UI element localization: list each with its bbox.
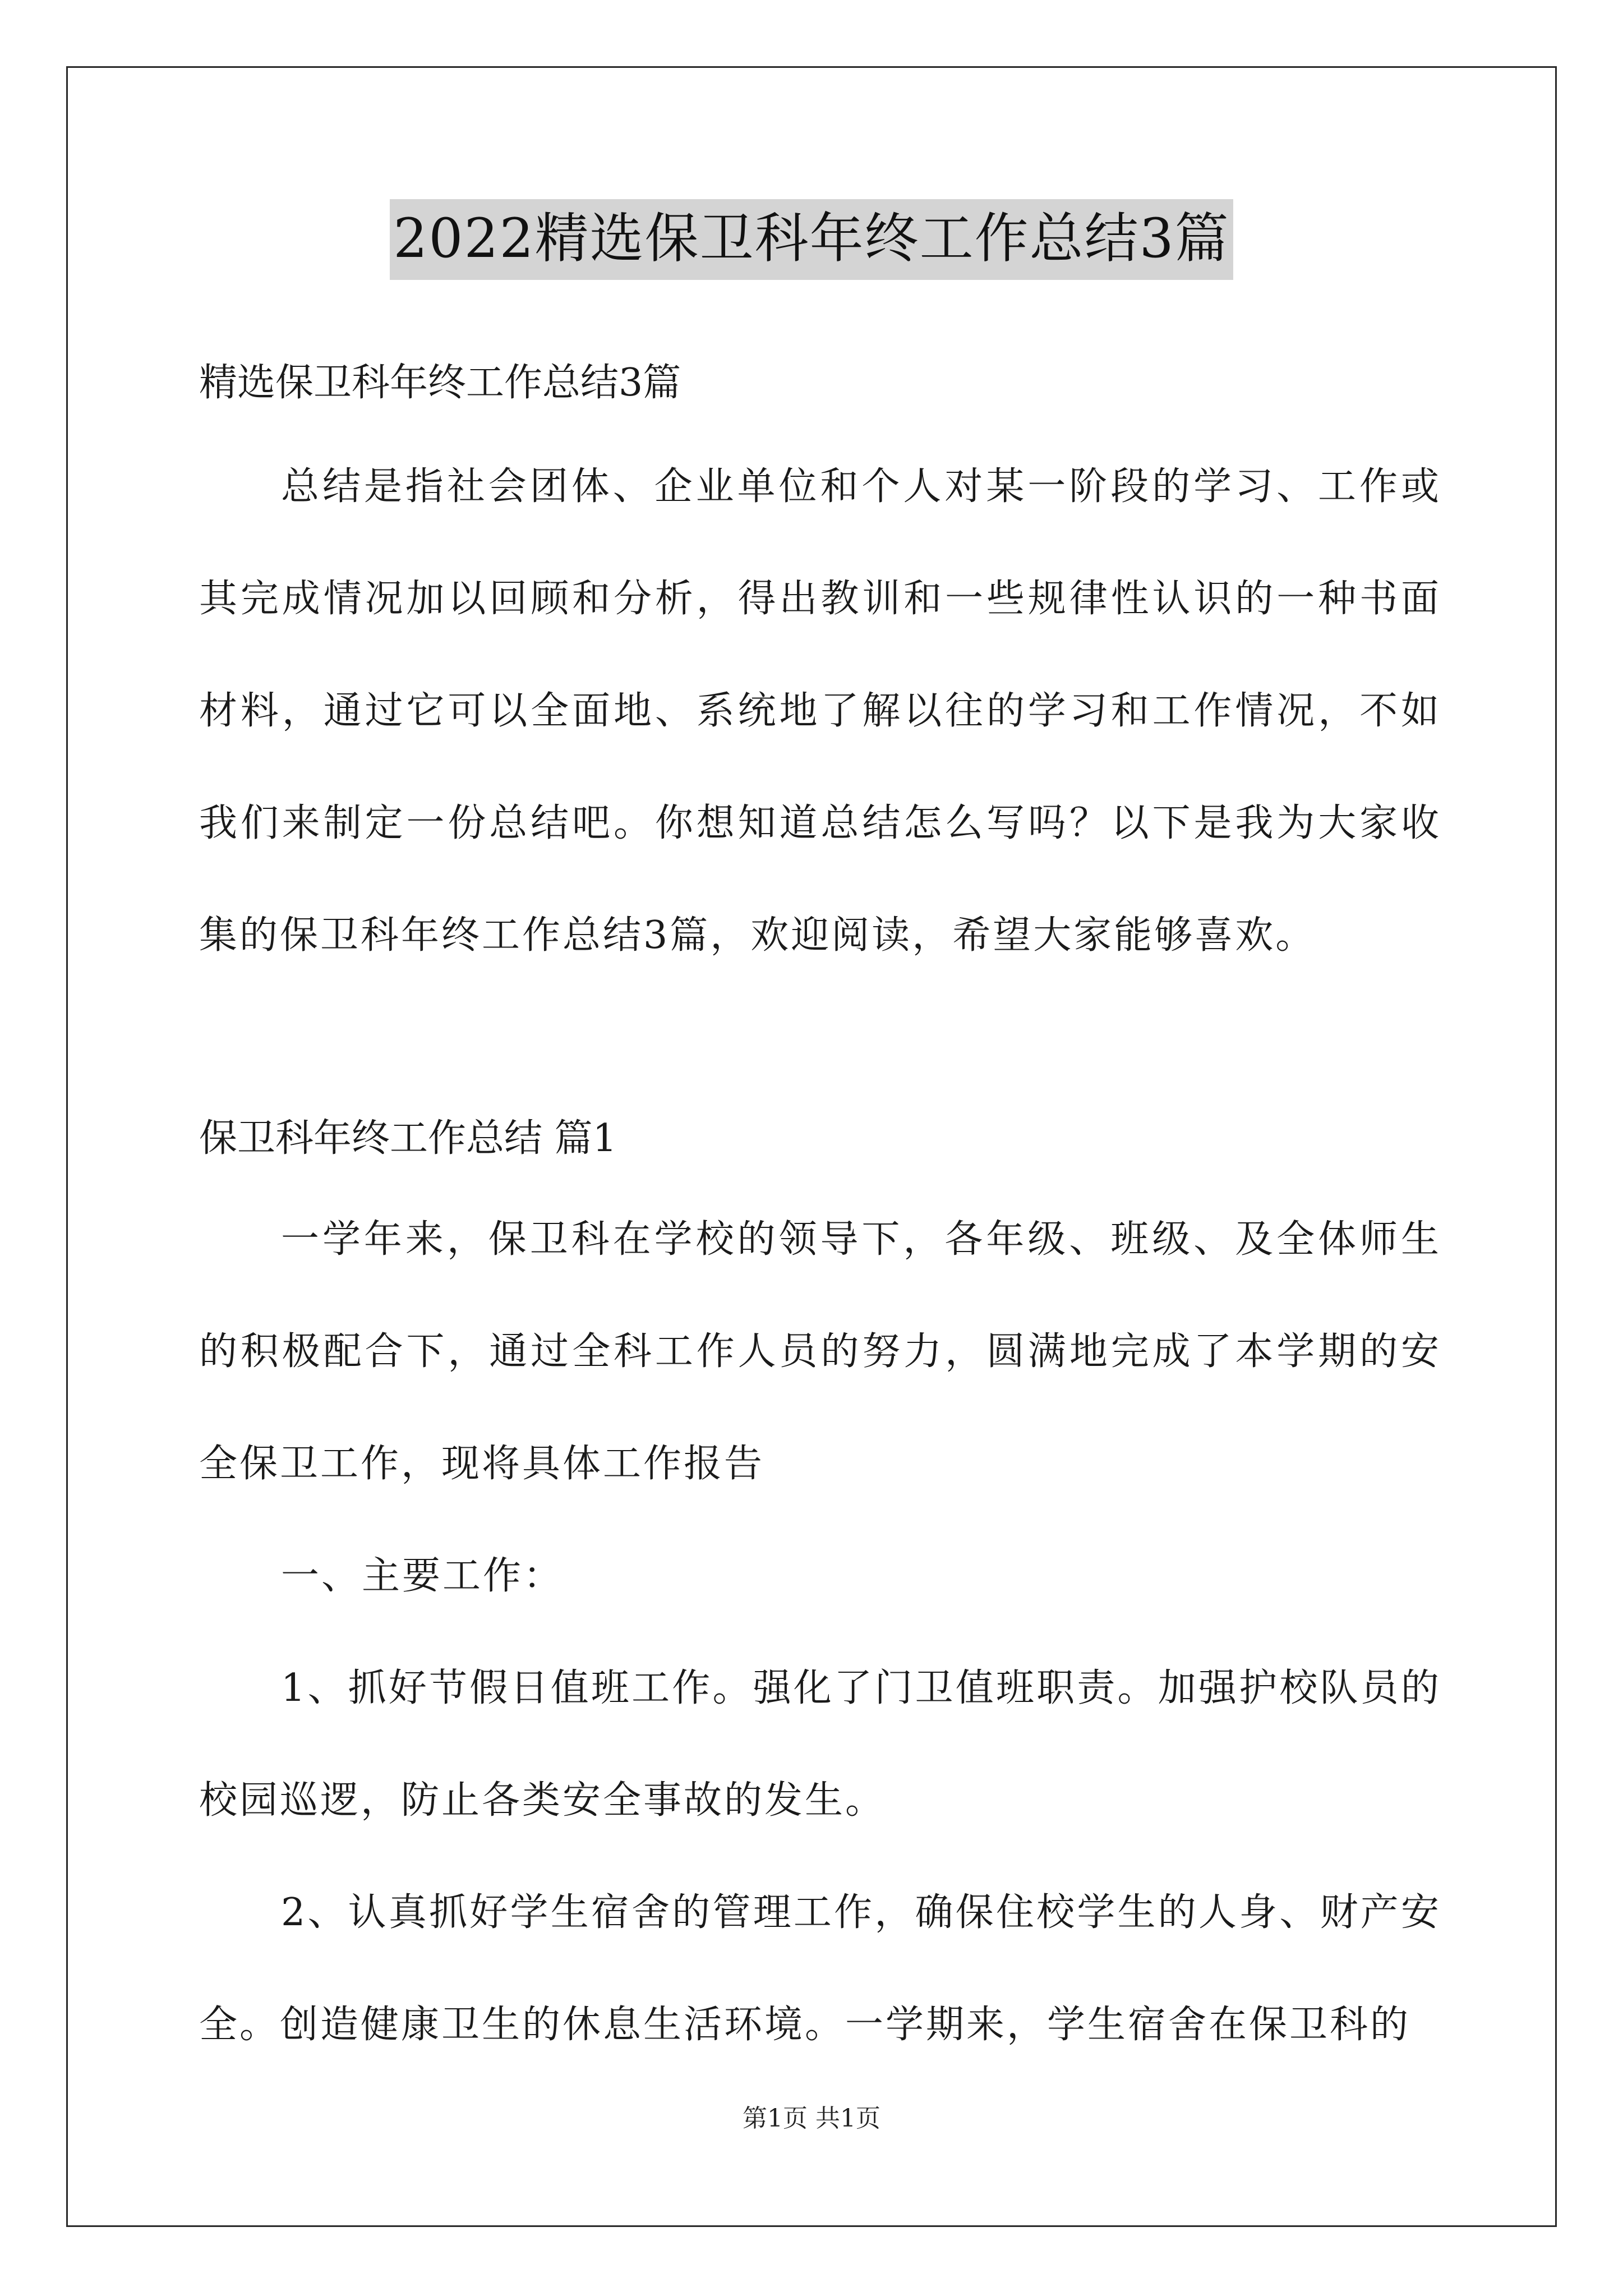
document-subtitle: 精选保卫科年终工作总结3篇 [199, 361, 681, 405]
item-2-paragraph: 2、认真抓好学生宿舍的管理工作，确保住校学生的人身、财产安全。创造健康卫生的休息生活环境。一学期来，学生宿舍在保卫科的 [199, 1890, 1441, 2047]
intro-paragraph: 总结是指社会团体、企业单位和个人对某一阶段的学习、工作或其完成情况加以回顾和分析，得出教训和一些规律性认识的一种书面材料，通过它可以全面地、系统地了解以往的学习和工作情况，不如我们来制定一份总结吧。你想知道总结怎么写吗？以下是我为大家收集的保卫科年终工作总结3篇，欢迎阅读，希望大家能够喜欢。 [199, 464, 1441, 958]
sub-heading: 一、主要工作： [281, 1554, 564, 1598]
title-block [0, 199, 1623, 280]
section-intro-paragraph: 一学年来，保卫科在学校的领导下，各年级、班级、及全体师生的积极配合下，通过全科工作人员的努力，圆满地完成了本学期的安全保卫工作，现将具体工作报告 [199, 1217, 1441, 1486]
section-heading: 保卫科年终工作总结 篇1 [199, 1116, 617, 1161]
item-1-paragraph: 1、抓好节假日值班工作。强化了门卫值班职责。加强护校队员的校园巡逻，防止各类安全事故的发生。 [199, 1666, 1441, 1823]
document-title: 2022精选保卫科年终工作总结3篇 [390, 199, 1233, 280]
page-footer: 第1页 共1页 [743, 2104, 880, 2133]
